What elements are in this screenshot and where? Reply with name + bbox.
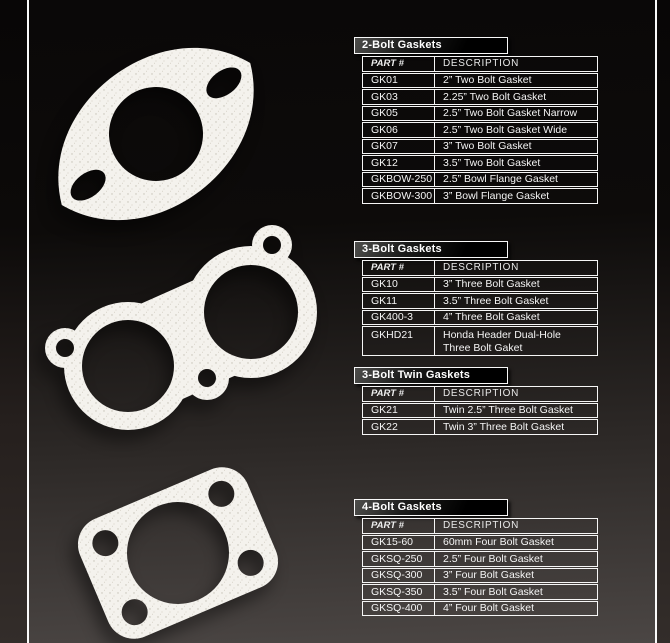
parts-table-3-bolt-twin: [362, 386, 598, 435]
description-cell: 4” Three Bolt Gasket: [434, 311, 597, 325]
table-header-row: [362, 518, 598, 534]
description-cell: 2.5” Two Bolt Gasket Narrow: [434, 107, 597, 121]
table-header-row: [362, 56, 598, 72]
description-cell: 3.5” Three Bolt Gasket: [434, 294, 597, 308]
description-cell: 2.5” Bowl Flange Gasket: [434, 173, 597, 187]
description-cell: 2.25” Two Bolt Gasket: [434, 90, 597, 104]
parts-table-3-bolt: [362, 260, 598, 356]
table-row: [362, 139, 598, 155]
column-header-description: DESCRIPTION: [434, 519, 597, 533]
table-row: [362, 535, 598, 551]
description-cell: Twin 3” Three Bolt Gasket: [434, 420, 597, 434]
four-bolt-gasket-photo: [60, 455, 310, 642]
description-cell: 3” Two Bolt Gasket: [434, 140, 597, 154]
section-title: 4-Bolt Gaskets: [354, 499, 508, 516]
part-number-cell: GK22: [371, 420, 398, 433]
part-number-cell: GKSQ-300: [371, 569, 423, 581]
table-row: [362, 419, 598, 435]
description-cell: 3” Three Bolt Gasket: [434, 278, 597, 292]
part-number-cell: GK03: [371, 90, 398, 103]
part-number-cell: GK10: [371, 278, 398, 290]
table-row: [362, 310, 598, 326]
part-number-cell: GK07: [371, 140, 398, 152]
table-row: [362, 293, 598, 309]
column-header-part-number: PART #: [371, 519, 404, 531]
description-cell: Twin 2.5” Three Bolt Gasket: [434, 404, 597, 418]
table-row: [362, 73, 598, 89]
part-number-cell: GKBOW-250: [371, 173, 433, 185]
column-header-description: DESCRIPTION: [434, 261, 597, 275]
two-bolt-gasket-photo: [30, 40, 320, 240]
part-number-cell: GKSQ-400: [371, 602, 423, 614]
part-number-cell: GKBOW-300: [371, 189, 433, 202]
table-row: [362, 106, 598, 122]
table-row: [362, 188, 598, 204]
column-header-part-number: PART #: [371, 57, 404, 69]
description-cell: 3” Four Bolt Gasket: [434, 569, 597, 583]
column-header-description: DESCRIPTION: [434, 387, 597, 401]
column-header-description: DESCRIPTION: [434, 57, 597, 71]
description-cell: 2” Two Bolt Gasket: [434, 74, 597, 88]
column-header-part-number: PART #: [371, 387, 404, 399]
part-number-cell: GK12: [371, 156, 398, 169]
table-row: [362, 403, 598, 419]
part-number-cell: GK05: [371, 107, 398, 119]
table-row: [362, 277, 598, 293]
table-row: [362, 122, 598, 138]
part-number-cell: GKSQ-250: [371, 552, 423, 565]
section-3-bolt-twin-gaskets: [354, 367, 602, 436]
table-row: [362, 601, 598, 617]
part-number-cell: GK11: [371, 294, 398, 307]
right-vertical-rule: [655, 0, 657, 643]
table-row: [362, 89, 598, 105]
description-cell: 3.5” Two Bolt Gasket: [434, 156, 597, 170]
section-3-bolt-gaskets: [354, 241, 602, 357]
description-cell: 2.5” Four Bolt Gasket: [434, 552, 597, 566]
part-number-cell: GKSQ-350: [371, 585, 423, 598]
table-row: [362, 155, 598, 171]
column-header-part-number: PART #: [371, 261, 404, 273]
twin-three-bolt-gasket-photo: [30, 225, 340, 450]
table-row: [362, 551, 598, 567]
table-header-row: [362, 260, 598, 276]
section-title: 3-Bolt Gaskets: [354, 241, 508, 258]
part-number-cell: GK15-60: [371, 536, 414, 548]
section-2-bolt-gaskets: [354, 37, 602, 205]
table-header-row: [362, 386, 598, 402]
description-cell: 4” Four Bolt Gasket: [434, 602, 597, 616]
description-line-2: Three Bolt Gaket: [443, 341, 523, 354]
parts-table-4-bolt: [362, 518, 598, 616]
description-cell: 3” Bowl Flange Gasket: [434, 189, 597, 203]
section-title: 2-Bolt Gaskets: [354, 37, 508, 54]
left-vertical-rule: [27, 0, 29, 643]
table-row: [362, 584, 598, 600]
description-cell: 60mm Four Bolt Gasket: [434, 536, 597, 550]
table-row: [362, 568, 598, 584]
section-4-bolt-gaskets: [354, 499, 602, 617]
table-row: [362, 172, 598, 188]
table-row: [362, 326, 598, 356]
part-number-cell: GK400-3: [371, 311, 414, 323]
part-number-cell: GK01: [371, 74, 398, 86]
part-number-cell: GK21: [371, 404, 398, 416]
description-cell: 2.5” Two Bolt Gasket Wide: [434, 123, 597, 137]
description-cell: [434, 327, 597, 355]
part-number-cell: GK06: [371, 123, 398, 136]
parts-table-2-bolt: [362, 56, 598, 204]
description-line-1: Honda Header Dual-Hole: [443, 328, 561, 341]
section-title: 3-Bolt Twin Gaskets: [354, 367, 508, 384]
part-number-cell: GKHD21: [371, 328, 414, 341]
description-cell: 3.5” Four Bolt Gasket: [434, 585, 597, 599]
